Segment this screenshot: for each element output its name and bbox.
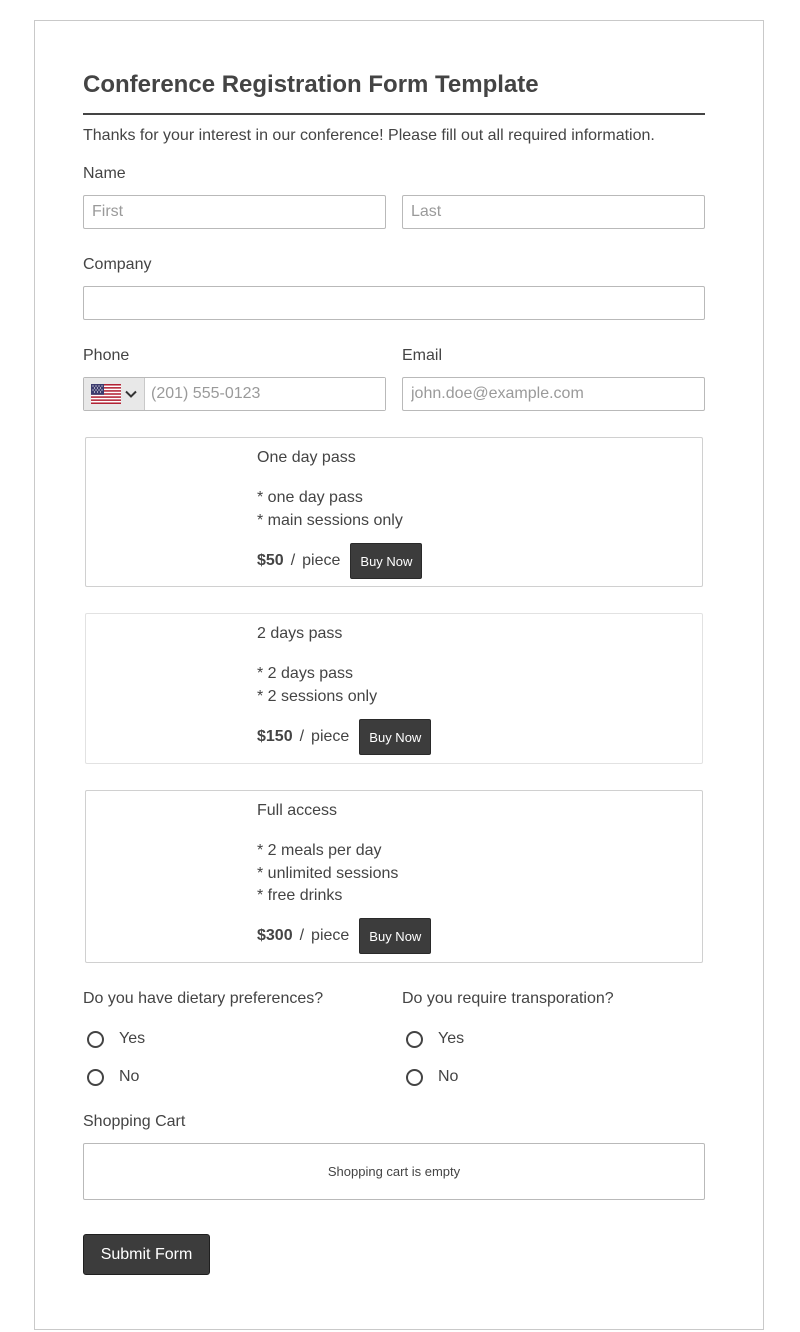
company-label: Company	[83, 256, 152, 273]
form-intro: Thanks for your interest in our conference! Please fill out all required information.	[83, 127, 655, 144]
first-name-input[interactable]	[83, 195, 386, 229]
radio-label: Yes	[119, 1030, 146, 1047]
transport-question: Do you require transporation?	[402, 990, 614, 1007]
buy-now-button[interactable]: Buy Now	[359, 719, 431, 755]
dietary-option-yes[interactable]	[83, 1030, 145, 1048]
dietary-question: Do you have dietary preferences?	[83, 990, 324, 1007]
product-card-one-day	[85, 437, 703, 587]
price-separator: /	[299, 728, 305, 745]
name-label: Name	[83, 165, 126, 182]
shopping-cart-box	[83, 1143, 705, 1200]
phone-label: Phone	[83, 347, 130, 364]
phone-input[interactable]	[145, 378, 385, 410]
form-title: Conference Registration Form Template	[83, 71, 539, 98]
product-price-row	[257, 543, 422, 579]
price-separator: /	[290, 552, 296, 569]
buy-now-button[interactable]: Buy Now	[350, 543, 422, 579]
transport-option-no[interactable]	[402, 1068, 458, 1086]
last-name-input[interactable]	[402, 195, 705, 229]
radio-button[interactable]	[87, 1031, 104, 1048]
radio-label: No	[119, 1068, 140, 1085]
price-unit: piece	[311, 927, 350, 944]
product-description-line: * one day pass	[257, 489, 363, 506]
product-price-row	[257, 719, 431, 755]
price-separator: /	[299, 927, 305, 944]
buy-now-button[interactable]: Buy Now	[359, 918, 431, 954]
company-input[interactable]	[83, 286, 705, 320]
dietary-option-no[interactable]	[83, 1068, 139, 1086]
product-card-two-days	[85, 613, 703, 764]
product-name: One day pass	[257, 449, 356, 466]
radio-button[interactable]	[406, 1031, 423, 1048]
form-card	[34, 20, 764, 1330]
product-price: $300	[257, 927, 293, 944]
product-price: $150	[257, 728, 293, 745]
shopping-cart-label: Shopping Cart	[83, 1113, 186, 1130]
price-unit: piece	[311, 728, 350, 745]
price-unit: piece	[302, 552, 341, 569]
country-code-select[interactable]	[84, 378, 145, 410]
product-description-line: * 2 sessions only	[257, 688, 378, 705]
email-label: Email	[402, 347, 443, 364]
product-description-line: * 2 meals per day	[257, 842, 382, 859]
product-name: 2 days pass	[257, 625, 343, 642]
phone-field	[83, 377, 386, 411]
chevron-down-icon	[125, 390, 137, 398]
email-input[interactable]	[402, 377, 705, 411]
us-flag-icon	[91, 384, 121, 404]
radio-button[interactable]	[87, 1069, 104, 1086]
transport-option-yes[interactable]	[402, 1030, 464, 1048]
product-description-line: * free drinks	[257, 887, 343, 904]
product-price-row	[257, 918, 431, 954]
product-price: $50	[257, 552, 284, 569]
product-description-line: * unlimited sessions	[257, 865, 399, 882]
product-description-line: * main sessions only	[257, 512, 403, 529]
title-divider	[83, 113, 705, 115]
radio-label: Yes	[438, 1030, 465, 1047]
product-card-full-access	[85, 790, 703, 963]
submit-button[interactable]: Submit Form	[83, 1234, 210, 1275]
product-description-line: * 2 days pass	[257, 665, 354, 682]
product-name: Full access	[257, 802, 338, 819]
radio-button[interactable]	[406, 1069, 423, 1086]
radio-label: No	[438, 1068, 459, 1085]
cart-empty-text: Shopping cart is empty	[327, 1164, 461, 1179]
